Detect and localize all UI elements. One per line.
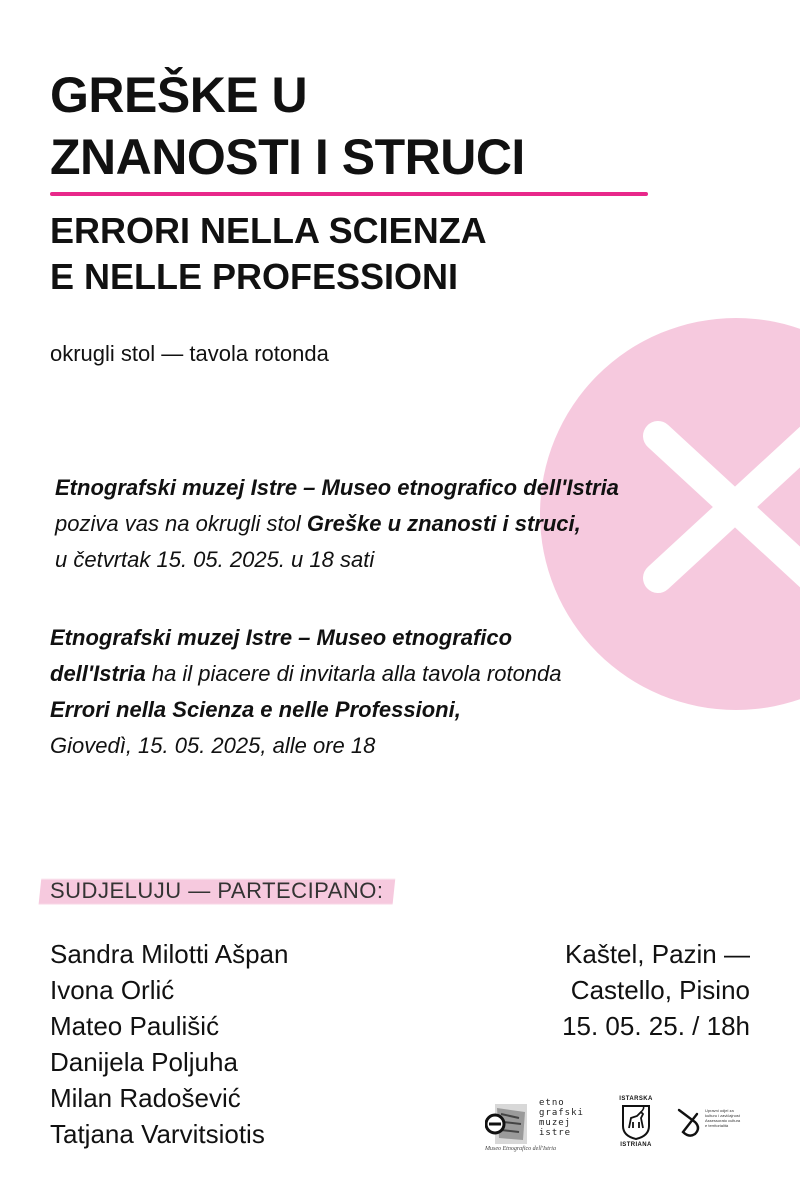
invitation-croatian [55,470,619,578]
participant-item: Danijela Poljuha [50,1047,238,1077]
subtitle: okrugli stol — tavola rotonda [50,341,329,366]
istria-goat-crest-icon [621,1104,651,1140]
venue-info [562,936,750,1044]
istria-region-logo [618,1096,654,1156]
title-divider [50,192,648,196]
istria-logo-bottom-text: ISTRIANA [620,1142,652,1148]
department-logo-line: Assessorato cultura [705,1118,741,1123]
istria-logo-top-text: ISTARSKA [619,1096,653,1102]
x-mark-icon [620,410,800,610]
participant-item: Mateo Paulišić [50,1011,220,1041]
invitation-croatian-event: Greške u znanosti i struci, [306,511,581,536]
etno-museum-logo-icon [485,1102,529,1146]
etno-museum-logo [485,1098,595,1154]
participants-heading [38,874,395,908]
etno-logo-line: muzej [539,1118,572,1128]
invitation-italian-date: Giovedì, 15. 05. 2025, alle ore 18 [50,733,376,758]
title-croatian-line-1: GREŠKE U [50,67,308,123]
etno-logo-line: etno [539,1098,565,1108]
title-croatian [50,64,525,188]
invitation-croatian-text: poziva vas na okrugli stol [55,511,307,536]
invitation-italian-text: ha il piacere di invitarla alla tavola rotonda [145,661,562,686]
department-logo-line: Upravni odjel za [705,1108,734,1113]
department-logo [675,1106,765,1146]
sponsor-logos [485,1090,765,1158]
venue-datetime: 15. 05. 25. / 18h [562,1011,750,1041]
title-croatian-line-2: ZNANOSTI I STRUCI [50,129,525,185]
title-italian [50,208,487,300]
invitation-croatian-date: u četvrtak 15. 05. 2025. u 18 sati [55,547,375,572]
invitation-italian-event: Errori nella Scienza e nelle Professioni, [50,697,461,722]
participant-item: Tatjana Varvitsiotis [50,1119,265,1149]
participant-item: Milan Radošević [50,1083,241,1113]
invitation-italian-host-line-1: Etnografski muzej Istre – Museo etnografico [50,625,513,650]
participant-item: Ivona Orlić [50,975,175,1005]
etno-museum-logo-text [539,1098,584,1138]
etno-logo-line: istre [539,1128,572,1138]
venue-line-2: Castello, Pisino [570,975,750,1005]
department-logo-icon [675,1106,703,1140]
etno-museum-logo-caption: Museo Etnografico dell'Istria [485,1146,556,1152]
participant-item: Sandra Milotti Ašpan [50,939,289,969]
etno-logo-line: grafski [539,1108,584,1118]
department-logo-text [705,1108,767,1128]
department-logo-line: kulturu i zavičajnost [705,1113,740,1118]
invitation-italian-host-line-2: dell'Istria [50,661,146,686]
venue-line-1: Kaštel, Pazin — [565,939,750,969]
title-italian-line-2: E NELLE PROFESSIONI [50,256,459,297]
participants-list [50,936,288,1152]
invitation-italian [50,620,562,764]
department-logo-line: e territorialità [705,1123,729,1128]
participants-heading-label: SUDJELUJU — PARTECIPANO: [50,878,384,903]
title-italian-line-1: ERRORI NELLA SCIENZA [50,210,487,251]
invitation-croatian-host: Etnografski muzej Istre – Museo etnografico dell'Istria [55,475,619,500]
